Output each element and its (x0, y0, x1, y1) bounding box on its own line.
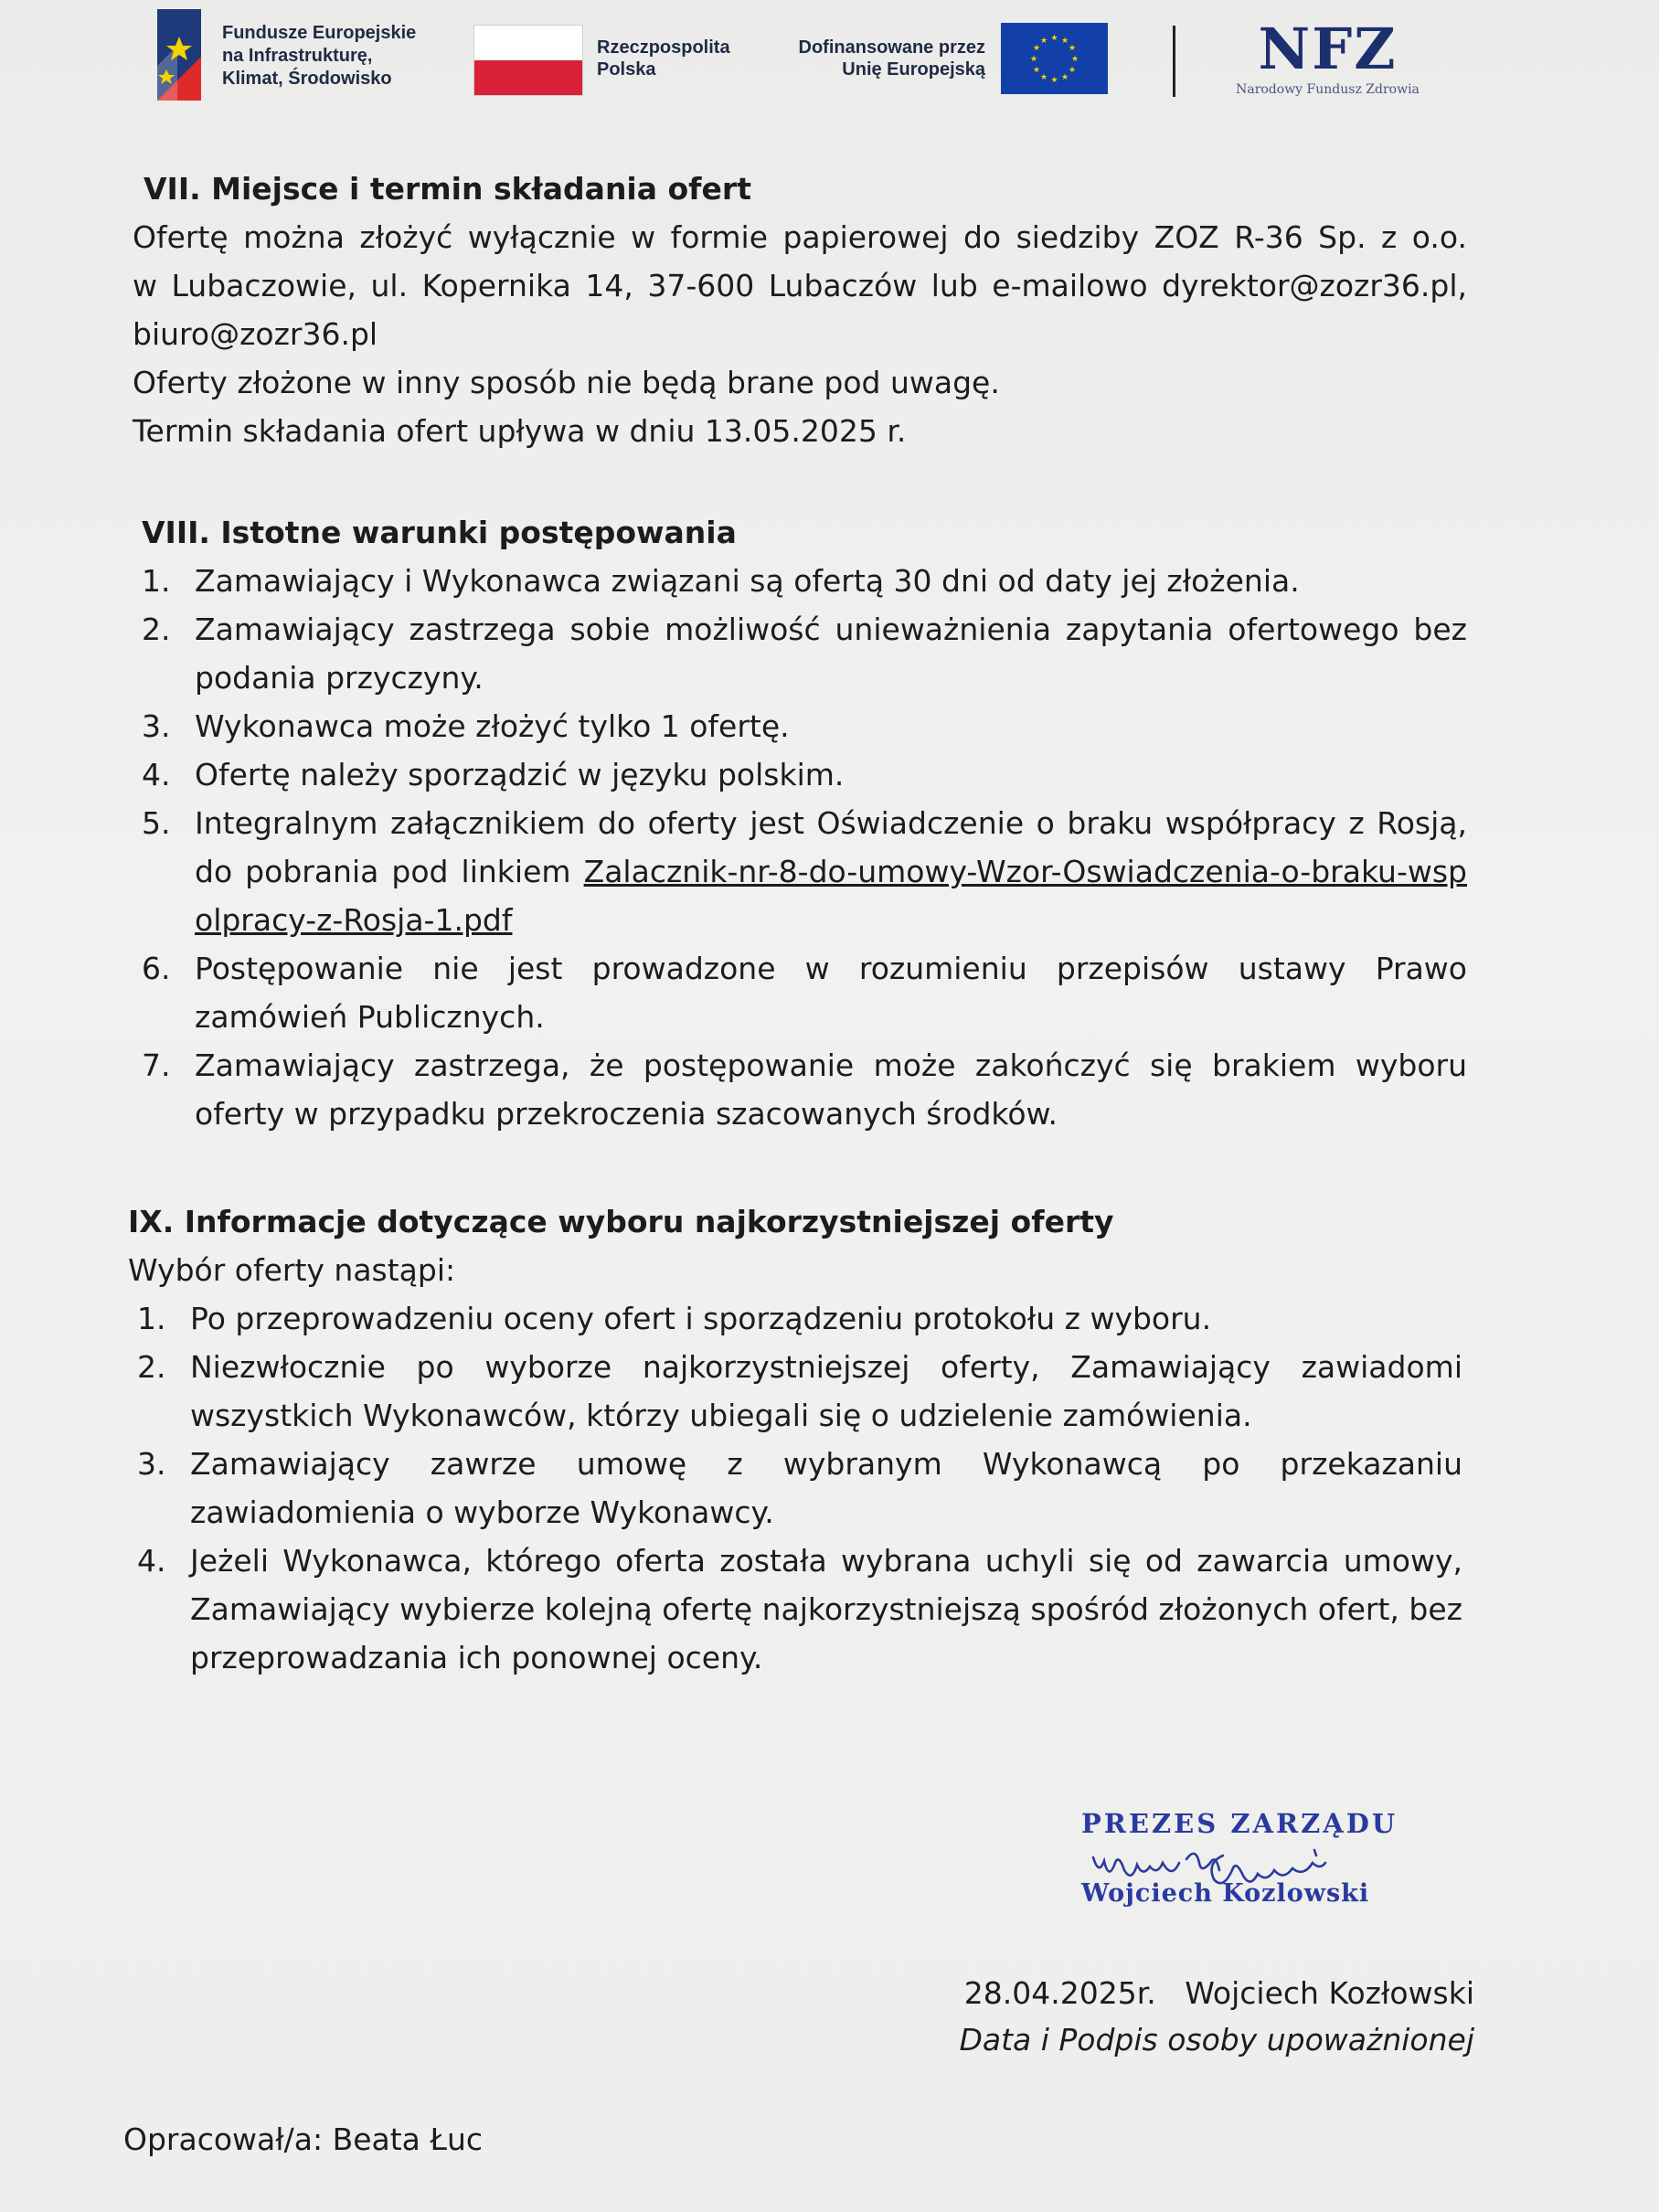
date-and-signature: 28.04.2025r. Wojciech Kozłowski (963, 1975, 1474, 2011)
list-item: 1. Zamawiający i Wykonawca związani są ofertą 30 dni od daty jej złożenia. (142, 563, 1300, 599)
svg-text:★: ★ (1032, 66, 1041, 75)
eu-flag-icon (1001, 23, 1108, 94)
nfz-logo-text: NFZ (1258, 16, 1398, 82)
svg-text:★: ★ (1029, 55, 1038, 64)
svg-text:★: ★ (1032, 44, 1041, 53)
european-funds-text: Fundusze Europejskie na Infrastrukturę, Klimat, Środowisko (222, 23, 417, 89)
prepared-by: Opracował/a: Beata Łuc (123, 2122, 484, 2157)
section-heading: VII. Miejsce i termin składania ofert (144, 171, 751, 207)
svg-text:★: ★ (1068, 66, 1077, 75)
stamp-name: Wojciech Kozlowski (1081, 1879, 1370, 1908)
logo-separator (1173, 26, 1175, 97)
list-item: 4. Ofertę należy sporządzić w języku polskim. (142, 757, 845, 792)
section-offer-selection (128, 1197, 1462, 1682)
list-item: 2. Niezwłocznie po wyborze najkorzystniejszej oferty, Zamawiający zawiadomi wszystkich Wykonawców, którzy ubiegali się o udzielenie zamówienia. (137, 1349, 1462, 1433)
paragraph-line: w Lubaczowie, ul. Kopernika 14, 37-600 Lubaczów lub e-mailowo dyrektor@zozr36.pl, (133, 268, 1467, 303)
svg-text:★: ★ (1050, 34, 1058, 43)
stamp-title: PREZES ZARZĄDU (1081, 1808, 1398, 1839)
poland-flag-icon (473, 25, 583, 96)
european-funds-logo-icon (157, 9, 201, 101)
paragraph-line: biuro@zozr36.pl (133, 316, 378, 352)
paragraph-line: Oferty złożone w inny sposób nie będą brane pod uwagę. (133, 365, 1000, 400)
logo-bar (0, 0, 1659, 137)
handwritten-signature-icon (1086, 1837, 1452, 1892)
list-item: 1. Po przeprowadzeniu oceny ofert i sporządzeniu protokołu z wyboru. (137, 1301, 1212, 1336)
svg-text:★: ★ (1060, 37, 1069, 46)
list-item: 7. Zamawiający zastrzega, że postępowanie może zakończyć się brakiem wyboru oferty w przypadku przekroczenia szacowanych środków. (142, 1048, 1467, 1132)
declaration-pdf-link[interactable]: Zalacznik-nr-8-do-umowy-Wzor-Oswiadczenia-o-braku-wspolpracy-z-Rosja-1.pdf (195, 854, 1467, 938)
list-item: 3. Zamawiający zawrze umowę z wybranym Wykonawcą po przekazaniu zawiadomienia o wyborze Wykonawcy. (137, 1446, 1462, 1530)
svg-text:★: ★ (1068, 44, 1077, 53)
eu-funding-text: Dofinansowane przez Unię Europejską (798, 37, 985, 80)
intro-text: Wybór oferty nastąpi: (128, 1252, 456, 1288)
selection-list (128, 1294, 1462, 1682)
svg-text:★: ★ (1039, 37, 1048, 46)
deadline-line: Termin składania ofert upływa w dniu 13.05.2025 r. (133, 413, 907, 449)
section-conditions (133, 508, 1467, 1138)
section-heading: IX. Informacje dotyczące wyboru najkorzystniejszej oferty (128, 1204, 1114, 1239)
svg-text:★: ★ (1050, 76, 1058, 85)
list-item: 3. Wykonawca może złożyć tylko 1 ofertę. (142, 708, 790, 744)
list-item: 6. Postępowanie nie jest prowadzone w rozumieniu przepisów ustawy Prawo zamówień Publicznych. (142, 951, 1467, 1035)
list-item: 4. Jeżeli Wykonawca, którego oferta została wybrana uchyli się od zawarcia umowy, Zamawiający wybierze kolejną ofertę najkorzystniejszą spośród złożonych ofert, bez przeprowadzania ich ponownej oceny. (137, 1543, 1462, 1675)
section-submission-place (133, 165, 1467, 455)
nfz-logo-subtitle: Narodowy Fundusz Zdrowia (1236, 82, 1420, 97)
paragraph-line: Ofertę można złożyć wyłącznie w formie papierowej do siedziby ZOZ R-36 Sp. z o.o. (133, 219, 1467, 255)
nfz-logo (1229, 18, 1426, 97)
section-heading: VIII. Istotne warunki postępowania (142, 515, 737, 550)
signature-caption: Data i Podpis osoby upoważnionej (959, 2022, 1474, 2058)
svg-text:★: ★ (1060, 73, 1069, 82)
poland-text: Rzeczpospolita Polska (597, 37, 730, 80)
svg-text:★: ★ (1039, 73, 1048, 82)
conditions-list (133, 557, 1467, 1138)
list-item: 5. Integralnym załącznikiem do oferty jest Oświadczenie o braku współpracy z Rosją, do pobrania pod linkiem Zalacznik-nr-8-do-umowy-Wzor-Oswiadczenia-o-braku-wspolpracy-z-Rosja-1.pdf (142, 805, 1467, 938)
svg-text:★: ★ (1070, 55, 1079, 64)
list-item: 2. Zamawiający zastrzega sobie możliwość unieważnienia zapytania ofertowego bez podania przyczyny. (142, 611, 1467, 696)
